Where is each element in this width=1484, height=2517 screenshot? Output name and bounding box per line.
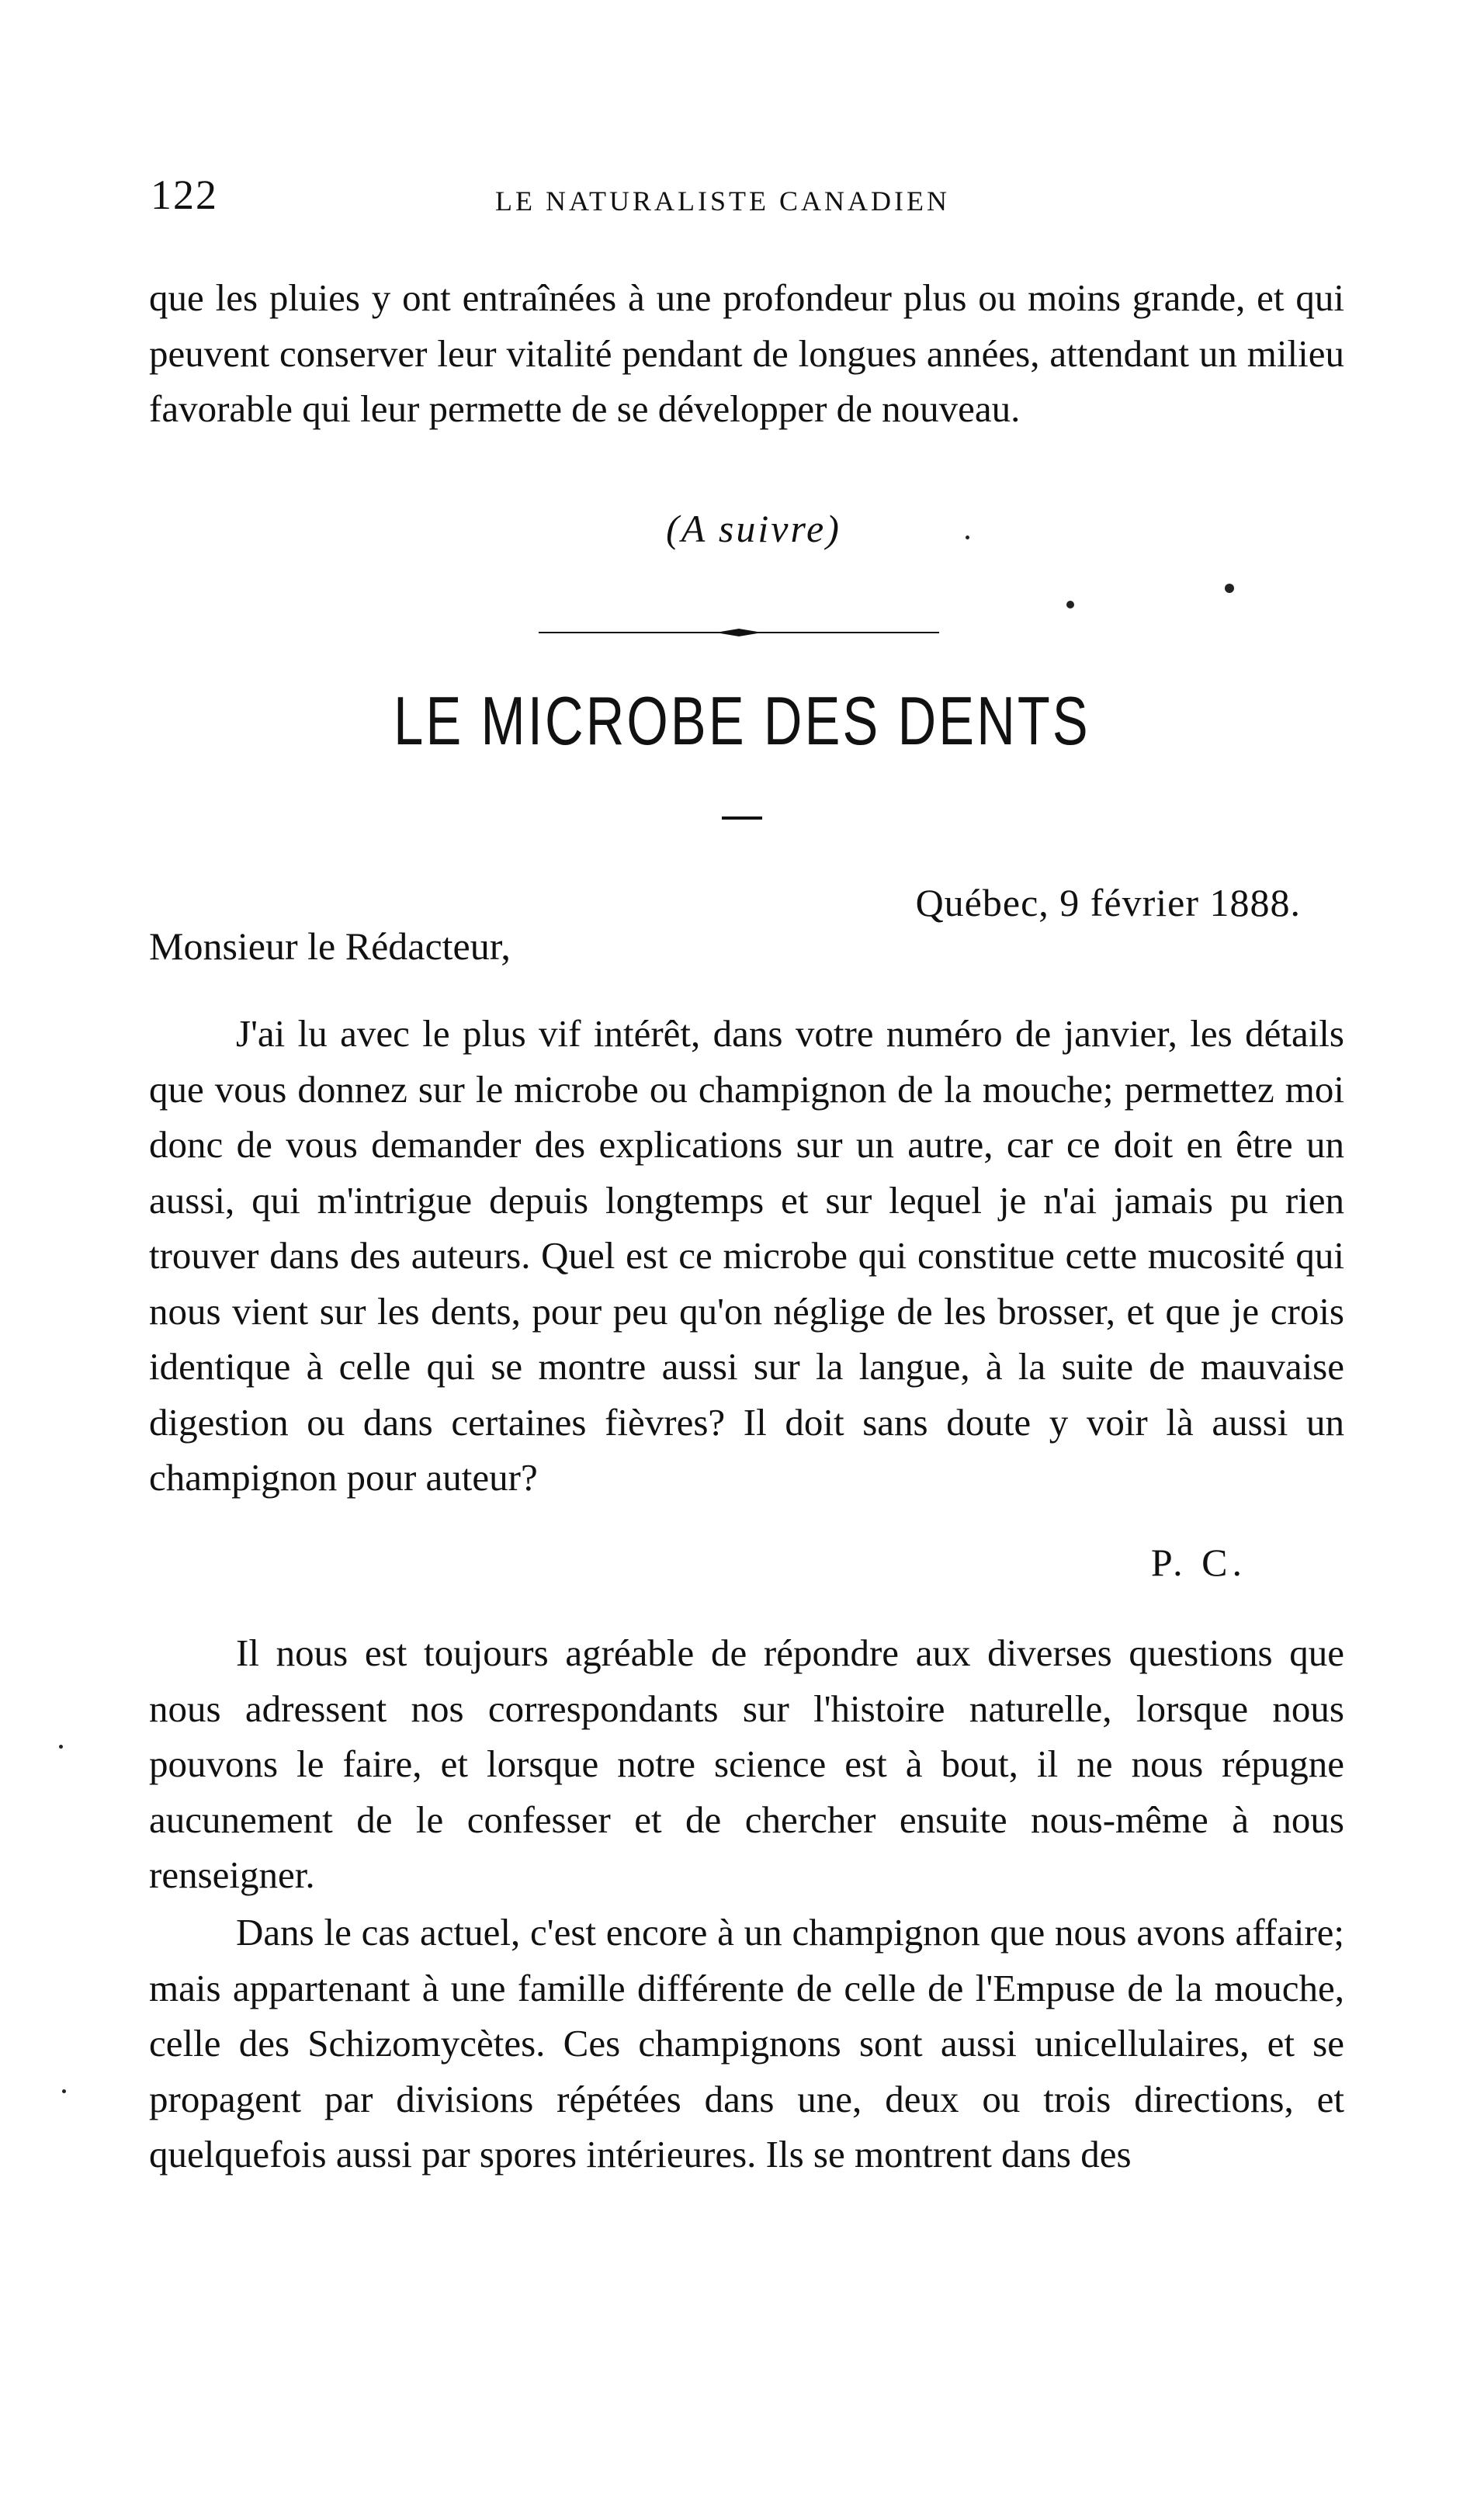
to-be-continued-note: (A suivre) <box>666 507 841 550</box>
letter-dateline: Québec, 9 février 1888. <box>915 881 1301 924</box>
print-speck <box>59 1745 63 1749</box>
continuation-paragraph: que les pluies y ont entraînées à une profondeur plus ou moins grande, et qui peuvent conserver leur vitalité pendant de longues années, attendant un milieu favorable qui leur permette de se développer de nouveau. <box>149 276 1344 430</box>
page-header <box>151 171 1346 225</box>
section-divider-ornament <box>539 627 939 638</box>
letter-signature: P. C. <box>1150 1541 1246 1584</box>
reply-paragraph: Il nous est toujours agréable de répondre aux diverses questions que nous adressent nos correspondants sur l'histoire naturelle, lorsque nous pouvons le faire, et lorsque notre science est à bout, il ne nous répugne aucunement de le confesser et de chercher ensuite nous-même à nous renseigner. <box>149 1631 1344 1896</box>
reply-paragraph: Dans le cas actuel, c'est encore à un champignon que nous avons affaire; mais appartenant à une famille différente de celle de l'Empuse de la mouche, celle des Schizomycètes. Ces champignons sont aussi unicellulaires, et se propagent par divisions répétées dans une, deux ou trois directions, et quelquefois aussi par spores intérieures. Ils se montrent dans des <box>149 1911 1344 2176</box>
print-speck <box>966 536 969 539</box>
print-speck <box>1066 601 1074 608</box>
print-speck <box>1225 584 1234 593</box>
title-rule <box>722 816 762 820</box>
page-number: 122 <box>151 172 218 218</box>
letter-body: J'ai lu avec le plus vif intérêt, dans votre numéro de janvier, les détails que vous donnez sur le microbe ou champignon de la mouche; permettez moi donc de vous demander des explications sur un autre, car ce doit en être un aussi, qui m'intrigue depuis longtemps et sur lequel je n'ai jamais pu rien trouver dans des auteurs. Quel est ce microbe qui constitue cette mucosité qui nous vient sur les dents, pour peu qu'on néglige de les brosser, et que je crois identique à celle qui se montre aussi sur la langue, à la suite de mauvaise digestion ou dans certaines fièvres? Il doit sans doute y voir là aussi un champignon pour auteur? <box>149 1012 1344 1499</box>
running-title: LE NATURALISTE CANADIEN <box>495 185 950 217</box>
article-title: LE MICROBE DES DENTS <box>394 682 1090 759</box>
letter-salutation: Monsieur le Rédacteur, <box>149 924 511 968</box>
print-speck <box>62 2089 66 2093</box>
